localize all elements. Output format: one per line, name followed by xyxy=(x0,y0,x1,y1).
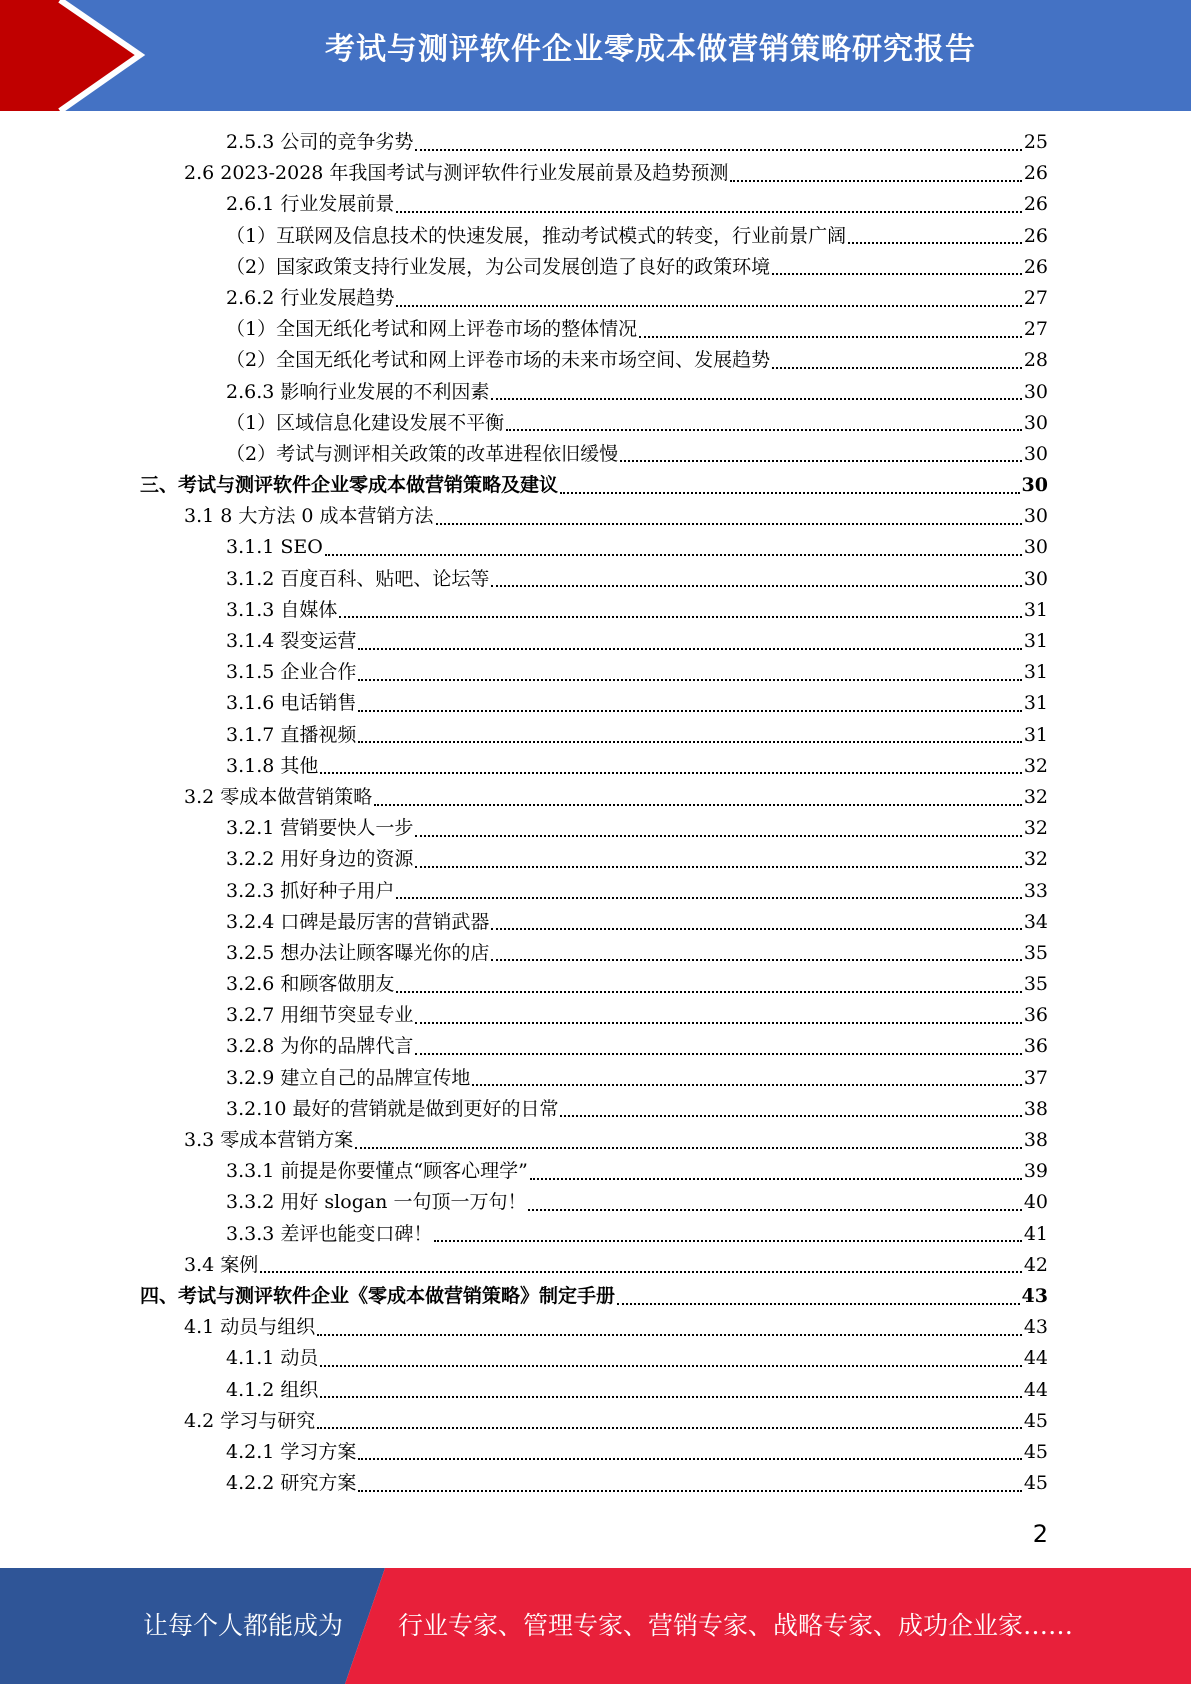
toc-dot-leader xyxy=(730,180,1021,182)
toc-dot-leader xyxy=(358,1490,1021,1492)
table-of-contents xyxy=(140,127,1048,1499)
toc-entry[interactable] xyxy=(140,377,1048,408)
toc-entry-label: 2.6 2023-2028 年我国考试与测评软件行业发展前景及趋势预测 xyxy=(184,162,729,185)
toc-dot-leader xyxy=(415,1053,1021,1055)
toc-entry-page: 30 xyxy=(1023,380,1048,403)
toc-entry[interactable] xyxy=(140,314,1048,345)
toc-entry[interactable] xyxy=(140,283,1048,314)
toc-entry-page: 30 xyxy=(1023,442,1048,465)
toc-entry-page: 26 xyxy=(1023,162,1048,185)
toc-entry-page: 26 xyxy=(1023,224,1048,247)
toc-dot-leader xyxy=(617,1303,1020,1305)
toc-entry[interactable] xyxy=(140,969,1048,1000)
toc-entry-page: 28 xyxy=(1023,349,1048,372)
toc-entry[interactable] xyxy=(140,782,1048,813)
toc-entry-page: 45 xyxy=(1023,1472,1048,1495)
toc-dot-leader xyxy=(772,273,1022,275)
toc-entry-label: 3.2.10 最好的营销就是做到更好的日常 xyxy=(226,1097,559,1120)
toc-dot-leader xyxy=(772,367,1022,369)
toc-entry[interactable] xyxy=(140,626,1048,657)
toc-dot-leader xyxy=(560,1115,1021,1117)
toc-entry-page: 36 xyxy=(1023,1035,1048,1058)
toc-entry-label: 3.2.7 用细节突显专业 xyxy=(226,1004,414,1027)
toc-entry-page: 44 xyxy=(1023,1347,1048,1370)
toc-entry[interactable] xyxy=(140,720,1048,751)
toc-dot-leader xyxy=(320,1396,1021,1398)
toc-entry[interactable] xyxy=(140,408,1048,439)
toc-entry-label: 3.2.8 为你的品牌代言 xyxy=(226,1035,414,1058)
toc-entry[interactable] xyxy=(140,1468,1048,1499)
toc-entry[interactable] xyxy=(140,564,1048,595)
toc-entry-page: 27 xyxy=(1023,318,1048,341)
toc-dot-leader xyxy=(355,1147,1022,1149)
toc-entry-label: 3.1.5 企业合作 xyxy=(226,661,357,684)
toc-entry[interactable] xyxy=(140,252,1048,283)
toc-entry[interactable] xyxy=(140,938,1048,969)
toc-entry-label: 3.2.1 营销要快人一步 xyxy=(226,817,414,840)
toc-entry-label: 3.2.6 和顾客做朋友 xyxy=(226,973,395,996)
toc-dot-leader xyxy=(320,1365,1021,1367)
toc-entry-label: 3.1.6 电话销售 xyxy=(226,692,357,715)
toc-entry-page: 26 xyxy=(1023,255,1048,278)
toc-entry-label: （1）区域信息化建设发展不平衡 xyxy=(226,411,505,434)
toc-dot-leader xyxy=(560,492,1020,494)
toc-entry-page: 36 xyxy=(1023,1004,1048,1027)
toc-entry-page: 26 xyxy=(1023,193,1048,216)
toc-entry[interactable] xyxy=(140,1094,1048,1125)
toc-entry-label: 3.2.3 抓好种子用户 xyxy=(226,879,395,902)
toc-dot-leader xyxy=(358,741,1021,743)
toc-dot-leader xyxy=(358,648,1021,650)
toc-dot-leader xyxy=(491,398,1021,400)
toc-entry-page: 45 xyxy=(1023,1409,1048,1432)
toc-entry-label: 3.2.9 建立自己的品牌宣传地 xyxy=(226,1066,471,1089)
toc-dot-leader xyxy=(320,772,1021,774)
toc-dot-leader xyxy=(339,616,1021,618)
toc-entry-label: 3.2.5 想办法让顾客曝光你的店 xyxy=(226,941,490,964)
toc-entry[interactable] xyxy=(140,1312,1048,1343)
toc-entry-label: 2.6.1 行业发展前景 xyxy=(226,193,395,216)
toc-entry-page: 32 xyxy=(1023,817,1048,840)
footer-slogan-left: 让每个人都能成为 xyxy=(143,1611,344,1640)
toc-entry-label: 3.3 零成本营销方案 xyxy=(184,1129,354,1151)
toc-entry-page: 31 xyxy=(1023,723,1048,746)
toc-dot-leader xyxy=(317,1427,1022,1429)
toc-entry-page: 30 xyxy=(1021,474,1048,497)
toc-entry-page: 30 xyxy=(1023,411,1048,434)
toc-entry[interactable] xyxy=(140,127,1048,158)
toc-dot-leader xyxy=(472,1084,1021,1086)
toc-entry-page: 31 xyxy=(1023,598,1048,621)
toc-entry-label: （2）国家政策支持行业发展，为公司发展创造了良好的政策环境 xyxy=(226,255,771,278)
toc-entry-label: 3.1 8 大方法 0 成本营销方法 xyxy=(184,505,434,528)
toc-entry-label: 3.1.1 SEO xyxy=(226,536,323,559)
toc-entry-label: 3.2 零成本做营销策略 xyxy=(184,785,373,808)
toc-entry-page: 43 xyxy=(1021,1284,1048,1307)
toc-entry-page: 41 xyxy=(1023,1222,1048,1245)
footer-banner xyxy=(0,1568,1191,1684)
toc-entry[interactable] xyxy=(140,657,1048,688)
toc-dot-leader xyxy=(317,1334,1022,1336)
toc-entry-page: 30 xyxy=(1023,567,1048,590)
toc-entry-page: 27 xyxy=(1023,286,1048,309)
toc-entry-page: 31 xyxy=(1023,692,1048,715)
toc-dot-leader xyxy=(415,866,1021,868)
toc-entry-label: 3.3.3 差评也能变口碑！ xyxy=(226,1222,433,1245)
toc-entry-label: 2.6.2 行业发展趋势 xyxy=(226,286,395,309)
toc-entry[interactable] xyxy=(140,1406,1048,1437)
toc-entry[interactable] xyxy=(140,595,1048,626)
toc-entry-label: 4.2.1 学习方案 xyxy=(226,1440,357,1463)
toc-entry-label: 3.3.1 前提是你要懂点“顾客心理学” xyxy=(226,1160,528,1183)
page-number: 2 xyxy=(1032,1520,1048,1548)
toc-entry-page: 42 xyxy=(1023,1253,1048,1276)
toc-entry[interactable] xyxy=(140,844,1048,875)
toc-dot-leader xyxy=(396,305,1021,307)
toc-entry-label: 4.2.2 研究方案 xyxy=(226,1472,357,1495)
toc-entry[interactable] xyxy=(140,1281,1048,1312)
toc-dot-leader xyxy=(434,1240,1021,1242)
toc-entry-page: 45 xyxy=(1023,1440,1048,1463)
toc-dot-leader xyxy=(491,928,1021,930)
arrow-icon xyxy=(0,0,160,111)
footer-slogan-right: 行业专家、管理专家、营销专家、战略专家、成功企业家…… xyxy=(398,1611,1074,1640)
toc-dot-leader xyxy=(528,1209,1021,1211)
toc-entry-page: 32 xyxy=(1023,848,1048,871)
toc-dot-leader xyxy=(506,429,1022,431)
toc-entry-label: 3.2.2 用好身边的资源 xyxy=(226,848,414,871)
toc-entry[interactable] xyxy=(140,1375,1048,1406)
toc-entry-label: 4.1.1 动员 xyxy=(226,1347,319,1370)
toc-dot-leader xyxy=(620,460,1022,462)
toc-entry-label: 3.3.2 用好 slogan 一句顶一万句！ xyxy=(226,1191,527,1214)
toc-entry-page: 37 xyxy=(1023,1066,1048,1089)
toc-entry-label: （1）互联网及信息技术的快速发展，推动考试模式的转变，行业前景广阔 xyxy=(226,224,847,247)
toc-entry-page: 30 xyxy=(1023,536,1048,559)
toc-entry-page: 35 xyxy=(1023,973,1048,996)
toc-dot-leader xyxy=(639,336,1022,338)
toc-entry-page: 40 xyxy=(1023,1191,1048,1214)
toc-entry[interactable] xyxy=(140,1063,1048,1094)
toc-dot-leader xyxy=(491,959,1021,961)
toc-entry-page: 39 xyxy=(1023,1160,1048,1183)
toc-dot-leader xyxy=(415,149,1021,151)
toc-entry-page: 25 xyxy=(1023,131,1048,153)
toc-entry-page: 32 xyxy=(1023,754,1048,777)
toc-entry-label: 3.1.2 百度百科、贴吧、论坛等 xyxy=(226,567,490,590)
toc-entry-label: 2.6.3 影响行业发展的不利因素 xyxy=(226,380,490,403)
report-title: 考试与测评软件企业零成本做营销策略研究报告 xyxy=(325,32,976,67)
toc-dot-leader xyxy=(415,835,1021,837)
toc-dot-leader xyxy=(358,710,1021,712)
toc-dot-leader xyxy=(260,1271,1022,1273)
toc-entry[interactable] xyxy=(140,470,1048,501)
toc-entry-label: 3.1.4 裂变运营 xyxy=(226,630,357,652)
toc-entry-page: 38 xyxy=(1023,1097,1048,1120)
toc-dot-leader xyxy=(325,554,1022,556)
toc-dot-leader xyxy=(358,1458,1021,1460)
toc-dot-leader xyxy=(374,804,1022,806)
toc-entry-label: 2.5.3 公司的竞争劣势 xyxy=(226,131,414,153)
toc-dot-leader xyxy=(530,1178,1022,1180)
toc-dot-leader xyxy=(436,523,1022,525)
toc-entry-label: 4.1.2 组织 xyxy=(226,1378,319,1401)
toc-entry[interactable] xyxy=(140,1219,1048,1250)
toc-entry-label: 3.4 案例 xyxy=(184,1253,259,1276)
toc-dot-leader xyxy=(848,242,1022,244)
toc-entry[interactable] xyxy=(140,439,1048,470)
toc-dot-leader xyxy=(396,897,1021,899)
toc-entry[interactable] xyxy=(140,345,1048,376)
toc-entry[interactable] xyxy=(140,1000,1048,1031)
toc-dot-leader xyxy=(358,679,1021,681)
toc-entry-label: 4.2 学习与研究 xyxy=(184,1409,316,1432)
toc-entry[interactable] xyxy=(140,158,1048,189)
toc-dot-leader xyxy=(415,1022,1021,1024)
toc-entry-page: 38 xyxy=(1023,1129,1048,1151)
toc-entry[interactable] xyxy=(140,688,1048,719)
toc-entry-label: 3.2.4 口碑是最厉害的营销武器 xyxy=(226,910,490,933)
toc-entry-label: 3.1.8 其他 xyxy=(226,754,319,777)
toc-entry[interactable] xyxy=(140,1187,1048,1218)
toc-entry-page: 43 xyxy=(1023,1316,1048,1339)
toc-dot-leader xyxy=(396,211,1021,213)
toc-entry-page: 30 xyxy=(1023,505,1048,528)
toc-entry-page: 32 xyxy=(1023,785,1048,808)
toc-entry[interactable] xyxy=(140,1031,1048,1062)
toc-entry-page: 44 xyxy=(1023,1378,1048,1401)
toc-entry-label: 4.1 动员与组织 xyxy=(184,1316,316,1339)
toc-entry[interactable] xyxy=(140,751,1048,782)
toc-entry[interactable] xyxy=(140,876,1048,907)
toc-entry-page: 31 xyxy=(1023,661,1048,684)
toc-entry-label: （2）全国无纸化考试和网上评卷市场的未来市场空间、发展趋势 xyxy=(226,349,771,372)
header-banner xyxy=(0,0,1191,111)
toc-entry[interactable] xyxy=(140,907,1048,938)
toc-entry[interactable] xyxy=(140,532,1048,563)
toc-entry[interactable] xyxy=(140,813,1048,844)
toc-entry-label: 3.1.7 直播视频 xyxy=(226,723,357,746)
toc-entry[interactable] xyxy=(140,1156,1048,1187)
toc-dot-leader xyxy=(396,991,1021,993)
toc-entry[interactable] xyxy=(140,1250,1048,1281)
toc-entry[interactable] xyxy=(140,221,1048,252)
toc-entry[interactable] xyxy=(140,501,1048,532)
toc-entry-label: （1）全国无纸化考试和网上评卷市场的整体情况 xyxy=(226,318,638,341)
toc-entry-page: 33 xyxy=(1023,879,1048,902)
toc-entry-page: 34 xyxy=(1023,910,1048,933)
toc-entry[interactable] xyxy=(140,189,1048,220)
toc-entry[interactable] xyxy=(140,1437,1048,1468)
toc-entry-label: 3.1.3 自媒体 xyxy=(226,598,338,621)
toc-entry-label: 四、考试与测评软件企业《零成本做营销策略》制定手册 xyxy=(140,1284,616,1307)
toc-entry[interactable] xyxy=(140,1125,1048,1156)
toc-entry-label: （2）考试与测评相关政策的改革进程依旧缓慢 xyxy=(226,442,619,465)
toc-entry-page: 35 xyxy=(1023,941,1048,964)
toc-entry[interactable] xyxy=(140,1343,1048,1374)
toc-entry-page: 31 xyxy=(1023,630,1048,652)
toc-dot-leader xyxy=(491,585,1021,587)
toc-entry-label: 三、考试与测评软件企业零成本做营销策略及建议 xyxy=(140,474,559,497)
